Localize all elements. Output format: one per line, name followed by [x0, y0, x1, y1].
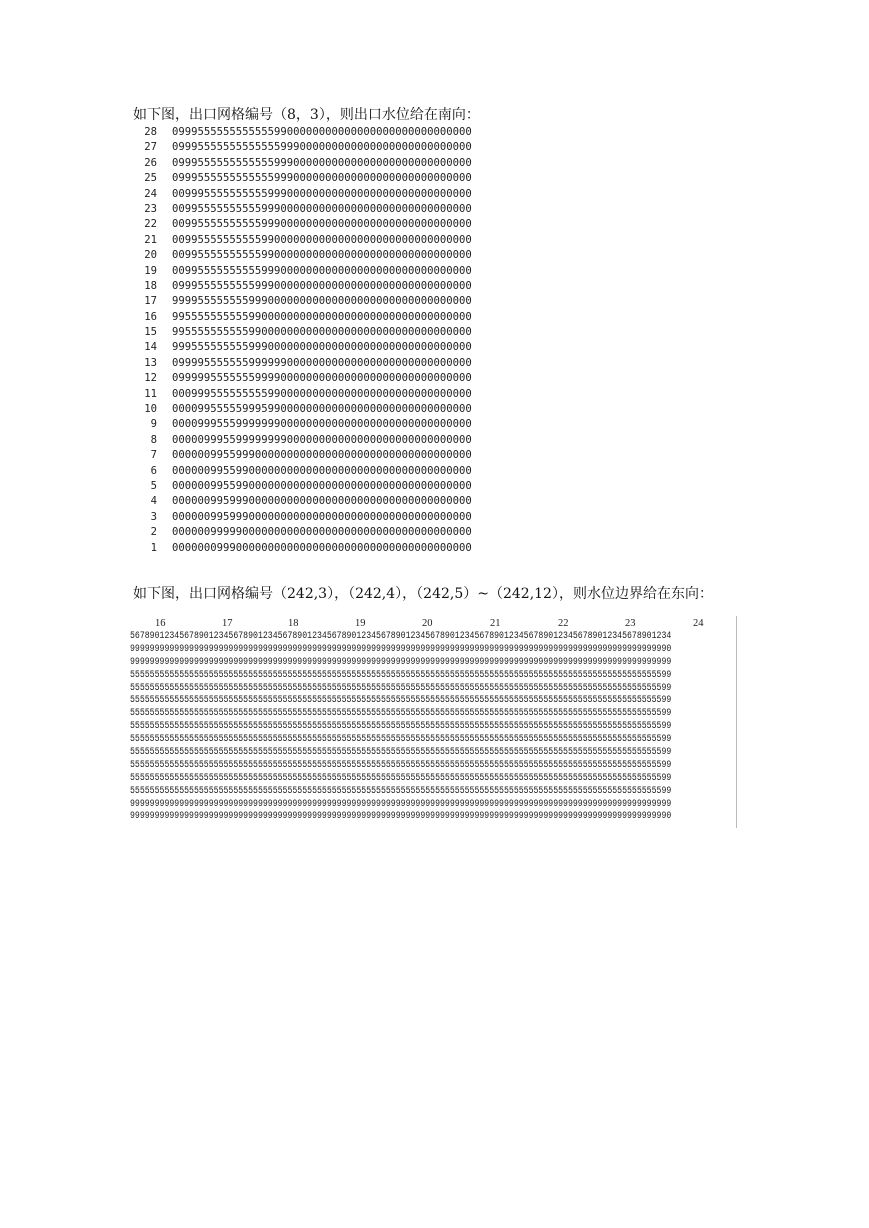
column-header: 24 — [693, 618, 704, 629]
row-number: 7 — [150, 449, 157, 462]
row-cells: 00000099999000000000000000000000000000000000000 — [172, 526, 472, 539]
grid-row: 55555555555555555555555555555555555555555555555555555555555555555555555555555555555555555555555555555555555599 — [130, 734, 672, 746]
grid-row: 99999999999999999999999999999999999999999999999999999999999999999999999999999999999999999999999999999999999990 — [130, 811, 672, 823]
grid-row — [133, 340, 553, 355]
grid-row — [133, 356, 553, 371]
row-number: 21 — [144, 233, 157, 246]
row-cells: 00000999559999999900000000000000000000000000000 — [172, 433, 472, 446]
column-header: 17 — [222, 618, 233, 629]
grid-row: 55555555555555555555555555555555555555555555555555555555555555555555555555555555555555555555555555555555555599 — [130, 747, 672, 759]
row-number: 19 — [144, 264, 157, 277]
row-number: 27 — [144, 141, 157, 154]
column-header: 16 — [155, 618, 166, 629]
column-header: 19 — [355, 618, 366, 629]
row-cells: 00995555555555990000000000000000000000000000000 — [172, 249, 472, 262]
grid-row: 99999999999999999999999999999999999999999999999999999999999999999999999999999999999999999999999999999999999999 — [130, 656, 672, 668]
grid-row — [133, 402, 553, 417]
grid-row — [133, 310, 553, 325]
row-cells: 00995555555555999000000000000000000000000000000 — [172, 202, 472, 215]
grid-row: 55555555555555555555555555555555555555555555555555555555555555555555555555555555555555555555555555555555555599 — [130, 708, 672, 720]
row-number: 1 — [150, 541, 157, 554]
row-number: 17 — [144, 295, 157, 308]
grid-row — [133, 510, 553, 525]
grid-row — [133, 202, 553, 217]
row-cells: 00000099599900000000000000000000000000000000000 — [172, 495, 472, 508]
row-number: 4 — [150, 495, 157, 508]
grid-row — [133, 294, 553, 309]
grid-row — [133, 371, 553, 386]
grid-row — [133, 479, 553, 494]
row-number: 2 — [150, 526, 157, 539]
row-cells: 09995555555555559990000000000000000000000000000 — [172, 172, 472, 185]
grid-row — [133, 187, 553, 202]
row-cells: 00999555555555599900000000000000000000000000000 — [172, 187, 472, 200]
grid-row: 55555555555555555555555555555555555555555555555555555555555555555555555555555555555555555555555555555555555599 — [130, 669, 672, 681]
grid-row — [133, 541, 553, 556]
grid-row — [133, 494, 553, 509]
row-cells: 00995555555555990000000000000000000000000000000 — [172, 233, 472, 246]
row-number: 28 — [144, 126, 157, 138]
grid-row: 55555555555555555555555555555555555555555555555555555555555555555555555555555555555555555555555555555555555599 — [130, 759, 672, 771]
grid-row — [133, 125, 553, 140]
grid-row: 99999999999999999999999999999999999999999999999999999999999999999999999999999999999999999999999999999999999990 — [130, 643, 672, 655]
south-outlet-grid — [133, 125, 553, 556]
column-digit-row: 56789012345678901234567890123456789012345678901234567890123456789012345678901234567890123456789012345678901234 — [130, 631, 672, 642]
east-boundary-grid — [130, 616, 737, 828]
row-number: 6 — [150, 464, 157, 477]
row-number: 12 — [144, 372, 157, 385]
grid-row — [133, 171, 553, 186]
row-cells: 00995555555555999000000000000000000000000000000 — [172, 264, 472, 277]
row-number: 11 — [144, 387, 157, 400]
row-cells: 09995555555555559990000000000000000000000000000 — [172, 156, 472, 169]
row-cells: 00000099599900000000000000000000000000000000000 — [172, 510, 472, 523]
row-cells: 99955555555599900000000000000000000000000000000 — [172, 341, 472, 354]
row-cells: 09995555555555555999000000000000000000000000000 — [172, 141, 472, 154]
grid-row — [133, 448, 553, 463]
row-cells: 00009995559999999000000000000000000000000000000 — [172, 418, 472, 431]
column-header-row — [130, 616, 736, 631]
row-cells: 00000099559990000000000000000000000000000000000 — [172, 449, 472, 462]
row-cells: 09995555555559990000000000000000000000000000000 — [172, 279, 472, 292]
row-number: 23 — [144, 202, 157, 215]
row-cells: 00099955555555599000000000000000000000000000000 — [172, 387, 472, 400]
grid-row — [133, 264, 553, 279]
row-cells: 99995555555599900000000000000000000000000000000 — [172, 295, 472, 308]
row-cells: 00000099559900000000000000000000000000000000000 — [172, 479, 472, 492]
row-number: 13 — [144, 356, 157, 369]
grid-row: 55555555555555555555555555555555555555555555555555555555555555555555555555555555555555555555555555555555555599 — [130, 682, 672, 694]
row-number: 18 — [144, 279, 157, 292]
grid-row: 55555555555555555555555555555555555555555555555555555555555555555555555555555555555555555555555555555555555599 — [130, 695, 672, 707]
row-number: 24 — [144, 187, 157, 200]
row-cells: 00000099559900000000000000000000000000000000000 — [172, 464, 472, 477]
row-cells: 99555555555599000000000000000000000000000000000 — [172, 326, 472, 339]
grid-row — [133, 464, 553, 479]
row-number: 25 — [144, 172, 157, 185]
column-header: 22 — [558, 618, 569, 629]
grid-row — [133, 156, 553, 171]
column-header: 18 — [288, 618, 299, 629]
grid-row — [133, 140, 553, 155]
row-number: 10 — [144, 403, 157, 416]
grid-row — [133, 325, 553, 340]
grid-row — [133, 417, 553, 432]
grid-row: 55555555555555555555555555555555555555555555555555555555555555555555555555555555555555555555555555555555555599 — [130, 721, 672, 733]
grid-row: 55555555555555555555555555555555555555555555555555555555555555555555555555555555555555555555555555555555555599 — [130, 785, 672, 797]
grid-row: 55555555555555555555555555555555555555555555555555555555555555555555555555555555555555555555555555555555555599 — [130, 772, 672, 784]
row-cells: 00995555555555999000000000000000000000000000000 — [172, 218, 472, 231]
grid-row — [133, 217, 553, 232]
row-cells: 09995555555555559900000000000000000000000000000 — [172, 126, 472, 138]
row-number: 22 — [144, 218, 157, 231]
row-cells: 00009955555999599000000000000000000000000000000 — [172, 403, 472, 416]
row-cells: 09999955555559999000000000000000000000000000000 — [172, 372, 472, 385]
grid-row — [133, 248, 553, 263]
row-number: 16 — [144, 310, 157, 323]
column-header: 20 — [422, 618, 433, 629]
column-header: 21 — [490, 618, 501, 629]
grid-row: 99999999999999999999999999999999999999999999999999999999999999999999999999999999999999999999999999999999999999 — [130, 798, 672, 810]
column-header: 23 — [625, 618, 636, 629]
row-number: 20 — [144, 249, 157, 262]
caption-east-boundary: 如下图，出口网格编号（242,3），（242,4），（242,5）~（242,12），则水位边界给在东向： — [133, 586, 713, 602]
row-number: 5 — [150, 479, 157, 492]
row-number: 26 — [144, 156, 157, 169]
caption-south-outlet: 如下图，出口网格编号（8，3），则出口水位给在南向： — [133, 107, 480, 123]
grid-row — [133, 233, 553, 248]
row-cells: 99555555555599000000000000000000000000000000000 — [172, 310, 472, 323]
grid-row — [133, 279, 553, 294]
row-cells: 00000009990000000000000000000000000000000000000 — [172, 541, 472, 554]
row-cells: 09999555555599999900000000000000000000000000000 — [172, 356, 472, 369]
row-number: 9 — [150, 418, 157, 431]
row-number: 15 — [144, 326, 157, 339]
grid-row — [133, 433, 553, 448]
row-number: 14 — [144, 341, 157, 354]
grid-row — [133, 525, 553, 540]
row-number: 8 — [150, 433, 157, 446]
grid-row — [133, 387, 553, 402]
row-number: 3 — [150, 510, 157, 523]
